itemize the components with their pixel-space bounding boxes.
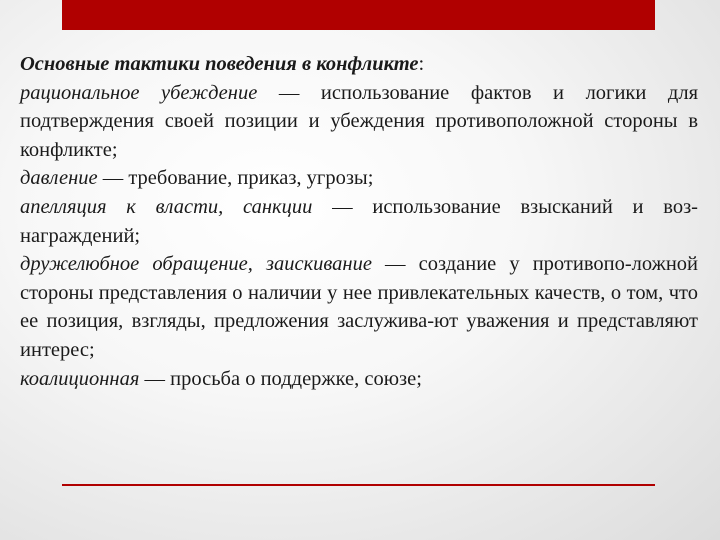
tactic-description: — использование взысканий и воз-награждений; bbox=[20, 195, 699, 247]
tactic-item bbox=[20, 79, 698, 165]
tactic-term: рациональное убеждение bbox=[20, 81, 258, 104]
tactic-term: апелляция к власти, санкции bbox=[20, 195, 313, 218]
tactic-description: — создание у противопо-ложной стороны представления о наличии у нее привлекательных качеств, о том, что ее позиция, взгляды, предложения заслужива-ют уважения и представляют интерес; bbox=[20, 253, 699, 361]
tactic-term: давление bbox=[20, 167, 98, 190]
tactic-description: — просьба о поддержке, союзе; bbox=[139, 367, 422, 390]
bottom-accent-line bbox=[62, 484, 655, 486]
slide-content bbox=[20, 50, 698, 393]
tactic-item bbox=[20, 164, 698, 193]
tactic-item bbox=[20, 250, 698, 364]
tactic-description: — требование, приказ, угрозы; bbox=[97, 167, 374, 190]
title-colon: : bbox=[418, 53, 425, 75]
slide-title: Основные тактики поведения в конфликте bbox=[20, 53, 419, 75]
tactic-term: дружелюбное обращение, заискивание bbox=[20, 253, 372, 276]
top-accent-bar bbox=[62, 0, 655, 30]
tactic-item bbox=[20, 365, 698, 394]
tactic-term: коалиционная bbox=[20, 367, 140, 390]
tactic-description: — использование фактов и логики для подтверждения своей позиции и убеждения противоположной стороны в конфликте; bbox=[20, 81, 698, 161]
title-line bbox=[20, 50, 698, 79]
tactic-item bbox=[20, 193, 698, 250]
